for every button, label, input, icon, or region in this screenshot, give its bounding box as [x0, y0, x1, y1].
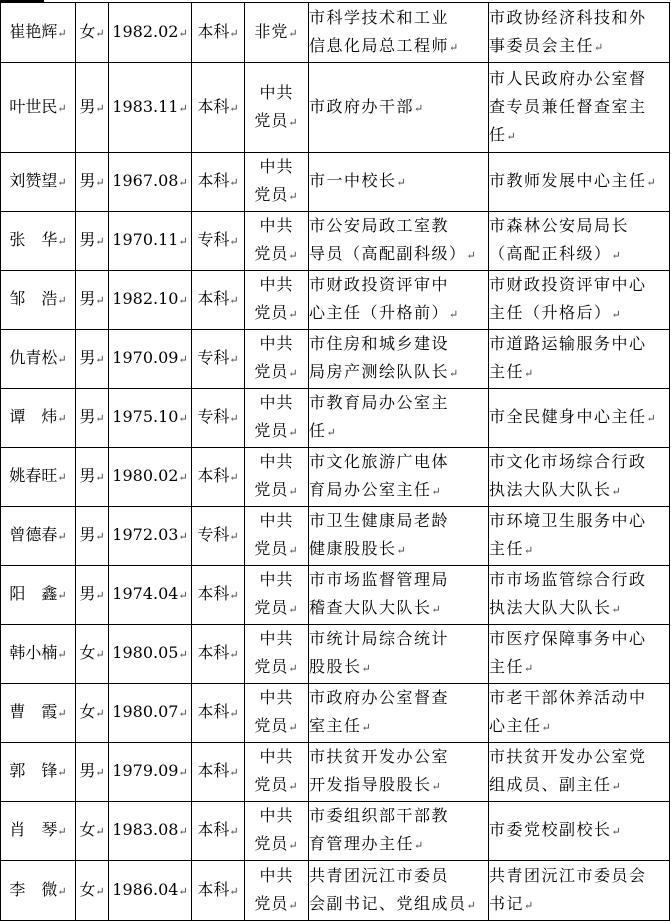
birth-date-cell [109, 153, 192, 212]
current-position-cell-line: 任 ↵ [309, 417, 488, 447]
proposed-position-cell-line: 市道路运输服务中心 [489, 334, 647, 353]
proposed-position-cell [489, 271, 670, 330]
name-cell [1, 153, 76, 212]
name-cell [1, 861, 76, 921]
current-position-cell-line: 信息化局总工程师 ↵ [309, 32, 488, 62]
name-cell [1, 389, 76, 448]
education-cell-text: 专科 ↵ [197, 230, 238, 249]
current-position-cell-line: 市卫生健康局老龄 [309, 511, 450, 530]
sex-cell-text: 女 ↵ [79, 643, 104, 662]
sex-cell [76, 448, 109, 507]
birth-date-cell-text: 1979.09 ↵ [112, 761, 187, 780]
current-position-cell-line: 市科学技术和工业 [309, 7, 450, 27]
party-cell-line: 非党 ↵ [245, 18, 308, 48]
current-position-cell [309, 625, 489, 684]
current-position-cell [309, 153, 489, 212]
birth-date-cell [109, 448, 192, 507]
current-position-cell-line: 育管理办主任 ↵ [309, 830, 488, 860]
name-cell-text: 张 华 ↵ [9, 230, 66, 249]
current-position-cell-line: 市住房和城乡建设 [309, 334, 450, 353]
proposed-position-cell [489, 3, 670, 63]
party-cell [245, 625, 309, 684]
current-position-cell [309, 684, 489, 743]
birth-date-cell [109, 566, 192, 625]
party-cell-line: 党员 ↵ [245, 712, 308, 742]
party-cell-line: 中共 [259, 334, 294, 353]
party-cell-line: 中共 [259, 511, 294, 530]
birth-date-cell [109, 271, 192, 330]
current-position-cell-line: 稽查大队大队长 ↵ [309, 594, 488, 624]
sex-cell [76, 802, 109, 861]
proposed-position-cell-line: 市全民健身中心主任 ↵ [489, 403, 669, 433]
table-row [1, 861, 670, 921]
birth-date-cell-text: 1967.08 ↵ [112, 171, 187, 190]
birth-date-cell-text: 1975.10 ↵ [112, 407, 187, 426]
current-position-cell-line: 导员（高配副科级） ↵ [309, 240, 488, 270]
proposed-position-cell-line: 主任（升格后） ↵ [489, 299, 669, 329]
birth-date-cell [109, 625, 192, 684]
current-position-cell-line: 市公安局政工室教 [309, 216, 450, 235]
birth-date-cell-text: 1983.11 ↵ [112, 97, 187, 116]
birth-date-cell-text: 1970.11 ↵ [112, 230, 187, 249]
sex-cell-text: 男 ↵ [79, 466, 104, 485]
sex-cell-text: 男 ↵ [79, 97, 104, 116]
current-position-cell-line: 育局办公室主任 ↵ [309, 476, 488, 506]
current-position-cell-line: 市教育局办公室主 [309, 393, 450, 412]
current-position-cell-line: 市政府办公室督查 [309, 688, 450, 707]
proposed-position-cell-line: 心主任 ↵ [489, 712, 669, 742]
sex-cell-text: 女 ↵ [79, 702, 104, 721]
name-cell-text: 刘赞望 ↵ [9, 171, 66, 190]
birth-date-cell [109, 507, 192, 566]
education-cell-text: 本科 ↵ [197, 171, 238, 190]
party-cell [245, 153, 309, 212]
current-position-cell-line: 健康股股长 ↵ [309, 535, 488, 565]
education-cell [192, 448, 245, 507]
sex-cell [76, 861, 109, 921]
table-row [1, 212, 670, 271]
name-cell [1, 63, 76, 153]
proposed-position-cell [489, 448, 670, 507]
birth-date-cell-text: 1980.02 ↵ [112, 466, 187, 485]
sex-cell [76, 625, 109, 684]
current-position-cell [309, 271, 489, 330]
proposed-position-cell-line: 市财政投资评审中心 [489, 275, 647, 294]
proposed-position-cell [489, 63, 670, 153]
party-cell [245, 271, 309, 330]
proposed-position-cell [489, 625, 670, 684]
birth-date-cell [109, 63, 192, 153]
current-position-cell-line: 市委组织部干部教 [309, 806, 450, 825]
name-cell-text: 曹 霞 ↵ [9, 702, 66, 721]
proposed-position-cell-line: 组成员、副主任 ↵ [489, 771, 669, 801]
education-cell-text: 本科 ↵ [197, 761, 238, 780]
table-row [1, 271, 670, 330]
sex-cell-text: 女 ↵ [79, 22, 104, 41]
name-cell-text: 郭 锋 ↵ [9, 761, 66, 780]
current-position-cell [309, 330, 489, 389]
sex-cell [76, 271, 109, 330]
party-cell-line: 党员 ↵ [245, 830, 308, 860]
sex-cell-text: 男 ↵ [79, 171, 104, 190]
table-row [1, 63, 670, 153]
party-cell-line: 党员 ↵ [245, 476, 308, 506]
party-cell-line: 中共 [259, 157, 294, 176]
table-row [1, 743, 670, 802]
personnel-table-body [1, 3, 670, 921]
education-cell [192, 861, 245, 921]
sex-cell [76, 330, 109, 389]
current-position-cell-line: 市一中校长 ↵ [309, 167, 488, 197]
birth-date-cell-text: 1983.08 ↵ [112, 820, 187, 839]
proposed-position-cell [489, 212, 670, 271]
party-cell-line: 党员 ↵ [245, 771, 308, 801]
name-cell-text: 韩小楠 ↵ [9, 643, 66, 662]
name-cell [1, 507, 76, 566]
party-cell-line: 中共 [259, 865, 294, 885]
current-position-cell-line: 心主任（升格前） ↵ [309, 299, 488, 329]
sex-cell [76, 212, 109, 271]
party-cell-line: 党员 ↵ [245, 358, 308, 388]
table-row [1, 507, 670, 566]
party-cell-line: 中共 [259, 275, 294, 294]
party-cell [245, 448, 309, 507]
education-cell [192, 63, 245, 153]
current-position-cell [309, 448, 489, 507]
sex-cell-text: 男 ↵ [79, 525, 104, 544]
birth-date-cell [109, 330, 192, 389]
proposed-position-cell-line: 市教师发展中心主任 ↵ [489, 167, 669, 197]
proposed-position-cell-line: 执法大队大队长 ↵ [489, 476, 669, 506]
education-cell [192, 3, 245, 63]
birth-date-cell-text: 1974.04 ↵ [112, 584, 187, 603]
party-cell-line: 中共 [259, 216, 294, 235]
proposed-position-cell-line: 市政协经济科技和外 [489, 7, 647, 27]
proposed-position-cell [489, 330, 670, 389]
education-cell-text: 本科 ↵ [197, 466, 238, 485]
name-cell-text: 邹 浩 ↵ [9, 289, 66, 308]
current-position-cell-line: 市统计局综合统计 [309, 629, 450, 648]
education-cell-text: 专科 ↵ [197, 525, 238, 544]
party-cell-line: 中共 [259, 82, 294, 102]
proposed-position-cell [489, 389, 670, 448]
name-cell-text: 仇青松 ↵ [9, 348, 66, 367]
proposed-position-cell-line: 市市场监管综合行政 [489, 570, 647, 589]
education-cell [192, 271, 245, 330]
name-cell [1, 448, 76, 507]
proposed-position-cell-line: 查专员兼任督查室主 [489, 96, 647, 116]
current-position-cell [309, 3, 489, 63]
sex-cell [76, 153, 109, 212]
table-row [1, 802, 670, 861]
proposed-position-cell-line: 市委党校副校长 ↵ [489, 816, 669, 846]
party-cell-line: 中共 [259, 688, 294, 707]
education-cell-text: 本科 ↵ [197, 584, 238, 603]
education-cell [192, 153, 245, 212]
party-cell-line: 中共 [259, 393, 294, 412]
sex-cell [76, 743, 109, 802]
current-position-cell [309, 507, 489, 566]
party-cell-line: 党员 ↵ [245, 535, 308, 565]
education-cell-text: 专科 ↵ [197, 407, 238, 426]
party-cell-line: 中共 [259, 806, 294, 825]
sex-cell-text: 男 ↵ [79, 289, 104, 308]
birth-date-cell [109, 684, 192, 743]
current-position-cell-line: 市市场监督管理局 [309, 570, 450, 589]
name-cell [1, 271, 76, 330]
name-cell [1, 743, 76, 802]
name-cell [1, 330, 76, 389]
party-cell-line: 中共 [259, 747, 294, 766]
birth-date-cell [109, 389, 192, 448]
name-cell-text: 阳 鑫 ↵ [9, 584, 66, 603]
current-position-cell-line: 股股长 ↵ [309, 653, 488, 683]
name-cell [1, 802, 76, 861]
birth-date-cell-text: 1970.09 ↵ [112, 348, 187, 367]
party-cell [245, 3, 309, 63]
table-row [1, 448, 670, 507]
party-cell [245, 63, 309, 153]
table-row [1, 3, 670, 63]
education-cell-text: 本科 ↵ [197, 97, 238, 116]
party-cell-line: 中共 [259, 570, 294, 589]
current-position-cell-line: 市扶贫开发办公室 [309, 747, 450, 766]
party-cell-line: 党员 ↵ [245, 299, 308, 329]
sex-cell-text: 男 ↵ [79, 407, 104, 426]
proposed-position-cell-line: 市扶贫开发办公室党 [489, 747, 647, 766]
education-cell-text: 本科 ↵ [197, 22, 238, 41]
name-cell [1, 566, 76, 625]
sex-cell-text: 男 ↵ [79, 230, 104, 249]
education-cell-text: 本科 ↵ [197, 820, 238, 839]
birth-date-cell-text: 1980.07 ↵ [112, 702, 187, 721]
party-cell [245, 802, 309, 861]
current-position-cell [309, 566, 489, 625]
table-row [1, 566, 670, 625]
proposed-position-cell-line: 主任 ↵ [489, 653, 669, 683]
party-cell-line: 党员 ↵ [245, 653, 308, 683]
party-cell-line: 党员 ↵ [245, 240, 308, 270]
proposed-position-cell-line: 市老干部休养活动中 [489, 688, 647, 707]
sex-cell [76, 389, 109, 448]
party-cell [245, 566, 309, 625]
birth-date-cell [109, 743, 192, 802]
proposed-position-cell-line: 任 ↵ [489, 121, 669, 151]
name-cell [1, 212, 76, 271]
proposed-position-cell-line: 市人民政府办公室督 [489, 68, 647, 88]
party-cell [245, 684, 309, 743]
current-position-cell [309, 212, 489, 271]
table-row [1, 684, 670, 743]
party-cell [245, 389, 309, 448]
education-cell-text: 本科 ↵ [197, 880, 238, 899]
sex-cell [76, 507, 109, 566]
current-position-cell-line: 室主任 ↵ [309, 712, 488, 742]
sex-cell [76, 684, 109, 743]
birth-date-cell-text: 1972.03 ↵ [112, 525, 187, 544]
party-cell [245, 507, 309, 566]
current-position-cell-line: 市文化旅游广电体 [309, 452, 450, 471]
birth-date-cell-text: 1982.10 ↵ [112, 289, 187, 308]
proposed-position-cell-line: 市医疗保障事务中心 [489, 629, 647, 648]
name-cell-text: 崔艳辉 ↵ [9, 22, 66, 41]
birth-date-cell [109, 861, 192, 921]
party-cell-line: 党员 ↵ [245, 890, 308, 920]
sex-cell-text: 女 ↵ [79, 820, 104, 839]
birth-date-cell-text: 1980.05 ↵ [112, 643, 187, 662]
current-position-cell-line: 市财政投资评审中 [309, 275, 450, 294]
education-cell-text: 本科 ↵ [197, 643, 238, 662]
personnel-table [0, 2, 670, 921]
table-row [1, 389, 670, 448]
name-cell [1, 3, 76, 63]
current-position-cell [309, 743, 489, 802]
sex-cell-text: 男 ↵ [79, 761, 104, 780]
name-cell-text: 李 微 ↵ [9, 880, 66, 899]
party-cell [245, 212, 309, 271]
name-cell [1, 625, 76, 684]
proposed-position-cell-line: 市文化市场综合行政 [489, 452, 647, 471]
proposed-position-cell [489, 153, 670, 212]
proposed-position-cell-line: 市森林公安局局长 [489, 216, 630, 235]
name-cell-text: 谭 炜 ↵ [9, 407, 66, 426]
name-cell-text: 肖 琴 ↵ [9, 820, 66, 839]
sex-cell [76, 566, 109, 625]
current-position-cell-line: 局房产测绘队队长 ↵ [309, 358, 488, 388]
proposed-position-cell [489, 684, 670, 743]
table-row [1, 153, 670, 212]
current-position-cell [309, 802, 489, 861]
name-cell-text: 曾德春 ↵ [9, 525, 66, 544]
proposed-position-cell-line: 共青团沅江市委员会 [489, 865, 647, 885]
education-cell [192, 566, 245, 625]
table-row [1, 625, 670, 684]
party-cell-line: 党员 ↵ [245, 417, 308, 447]
proposed-position-cell-line: 市环境卫生服务中心 [489, 511, 647, 530]
education-cell-text: 本科 ↵ [197, 289, 238, 308]
party-cell [245, 861, 309, 921]
sex-cell [76, 63, 109, 153]
name-cell-text: 姚春旺 ↵ [9, 466, 66, 485]
birth-date-cell [109, 3, 192, 63]
proposed-position-cell-line: 主任 ↵ [489, 358, 669, 388]
proposed-position-cell-line: （高配正科级） ↵ [489, 240, 669, 270]
sex-cell-text: 女 ↵ [79, 880, 104, 899]
party-cell [245, 330, 309, 389]
birth-date-cell-text: 1986.04 ↵ [112, 880, 187, 899]
current-position-cell-line: 市政府办干部 ↵ [309, 93, 488, 123]
birth-date-cell-text: 1982.02 ↵ [112, 22, 187, 41]
party-cell-line: 中共 [259, 452, 294, 471]
education-cell-text: 专科 ↵ [197, 348, 238, 367]
education-cell [192, 625, 245, 684]
education-cell-text: 本科 ↵ [197, 702, 238, 721]
proposed-position-cell [489, 507, 670, 566]
proposed-position-cell-line: 执法大队大队长 ↵ [489, 594, 669, 624]
sex-cell [76, 3, 109, 63]
current-position-cell-line: 会副书记、党组成员 ↵ [309, 890, 488, 920]
proposed-position-cell [489, 802, 670, 861]
current-position-cell [309, 861, 489, 921]
name-cell [1, 684, 76, 743]
table-row [1, 330, 670, 389]
proposed-position-cell-line: 事委员会主任 ↵ [489, 32, 669, 62]
education-cell [192, 330, 245, 389]
party-cell-line: 中共 [259, 629, 294, 648]
party-cell-line: 党员 ↵ [245, 181, 308, 211]
current-position-cell [309, 63, 489, 153]
party-cell-line: 党员 ↵ [245, 594, 308, 624]
birth-date-cell [109, 802, 192, 861]
education-cell [192, 389, 245, 448]
education-cell [192, 743, 245, 802]
education-cell [192, 802, 245, 861]
current-position-cell [309, 389, 489, 448]
proposed-position-cell-line: 主任 ↵ [489, 535, 669, 565]
education-cell [192, 684, 245, 743]
proposed-position-cell [489, 743, 670, 802]
sex-cell-text: 男 ↵ [79, 584, 104, 603]
party-cell [245, 743, 309, 802]
current-position-cell-line: 共青团沅江市委员 [309, 865, 450, 885]
education-cell [192, 507, 245, 566]
proposed-position-cell [489, 566, 670, 625]
party-cell-line: 党员 ↵ [245, 107, 308, 137]
sex-cell-text: 男 ↵ [79, 348, 104, 367]
name-cell-text: 叶世民 ↵ [9, 97, 66, 116]
proposed-position-cell [489, 861, 670, 921]
proposed-position-cell-line: 书记 ↵ [489, 890, 669, 920]
current-position-cell-line: 开发指导股股长 ↵ [309, 771, 488, 801]
education-cell [192, 212, 245, 271]
birth-date-cell [109, 212, 192, 271]
